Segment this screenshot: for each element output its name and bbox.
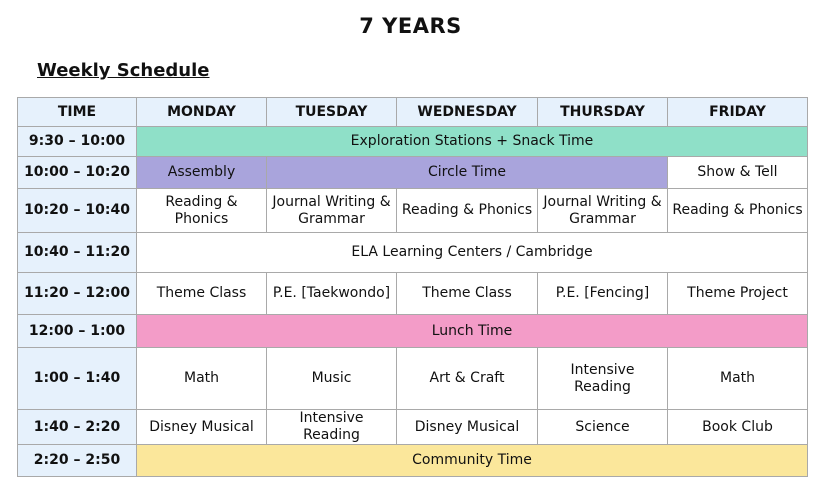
time-cell: 1:00 – 1:40 [18, 348, 137, 410]
schedule-row [18, 273, 808, 315]
time-cell: 11:20 – 12:00 [18, 273, 137, 315]
activity-lunch: Lunch Time [137, 315, 808, 348]
activity-cell: Math [137, 348, 267, 410]
time-cell: 12:00 – 1:00 [18, 315, 137, 348]
activity-cell: Reading & Phonics [137, 189, 267, 233]
activity-show-and-tell: Show & Tell [668, 157, 808, 189]
schedule-heading: Weekly Schedule [37, 60, 210, 81]
time-cell: 2:20 – 2:50 [18, 445, 137, 477]
activity-cell: Theme Class [137, 273, 267, 315]
activity-cell: Theme Project [668, 273, 808, 315]
time-cell: 10:00 – 10:20 [18, 157, 137, 189]
schedule-row [18, 127, 808, 157]
time-cell: 10:20 – 10:40 [18, 189, 137, 233]
time-cell: 9:30 – 10:00 [18, 127, 137, 157]
schedule-row [18, 348, 808, 410]
schedule-row [18, 445, 808, 477]
header-monday: MONDAY [137, 98, 267, 127]
activity-cell: Reading & Phonics [668, 189, 808, 233]
time-cell: 10:40 – 11:20 [18, 233, 137, 273]
header-friday: FRIDAY [668, 98, 808, 127]
header-row [18, 98, 808, 127]
schedule-row [18, 315, 808, 348]
page-title: 7 YEARS [359, 14, 462, 38]
activity-cell: Disney Musical [397, 410, 538, 445]
header-time: TIME [18, 98, 137, 127]
schedule-row [18, 157, 808, 189]
activity-cell: Math [668, 348, 808, 410]
schedule-row [18, 233, 808, 273]
header-wednesday: WEDNESDAY [397, 98, 538, 127]
activity-cell: Book Club [668, 410, 808, 445]
activity-cell: Disney Musical [137, 410, 267, 445]
header-thursday: THURSDAY [538, 98, 668, 127]
activity-circle-time: Circle Time [267, 157, 668, 189]
activity-cell: Theme Class [397, 273, 538, 315]
activity-cell: Reading & Phonics [397, 189, 538, 233]
activity-exploration: Exploration Stations + Snack Time [137, 127, 808, 157]
schedule-row [18, 410, 808, 445]
time-cell: 1:40 – 2:20 [18, 410, 137, 445]
activity-cell: P.E. [Fencing] [538, 273, 668, 315]
activity-cell: Journal Writing & Grammar [267, 189, 397, 233]
weekly-schedule-table [17, 97, 808, 477]
activity-ela-centers: ELA Learning Centers / Cambridge [137, 233, 808, 273]
schedule-row [18, 189, 808, 233]
activity-assembly: Assembly [137, 157, 267, 189]
activity-cell: Journal Writing & Grammar [538, 189, 668, 233]
activity-cell: Music [267, 348, 397, 410]
activity-cell: Art & Craft [397, 348, 538, 410]
header-tuesday: TUESDAY [267, 98, 397, 127]
activity-cell: Science [538, 410, 668, 445]
activity-cell: P.E. [Taekwondo] [267, 273, 397, 315]
activity-community-time: Community Time [137, 445, 808, 477]
activity-cell: Intensive Reading [267, 410, 397, 445]
activity-cell: Intensive Reading [538, 348, 668, 410]
